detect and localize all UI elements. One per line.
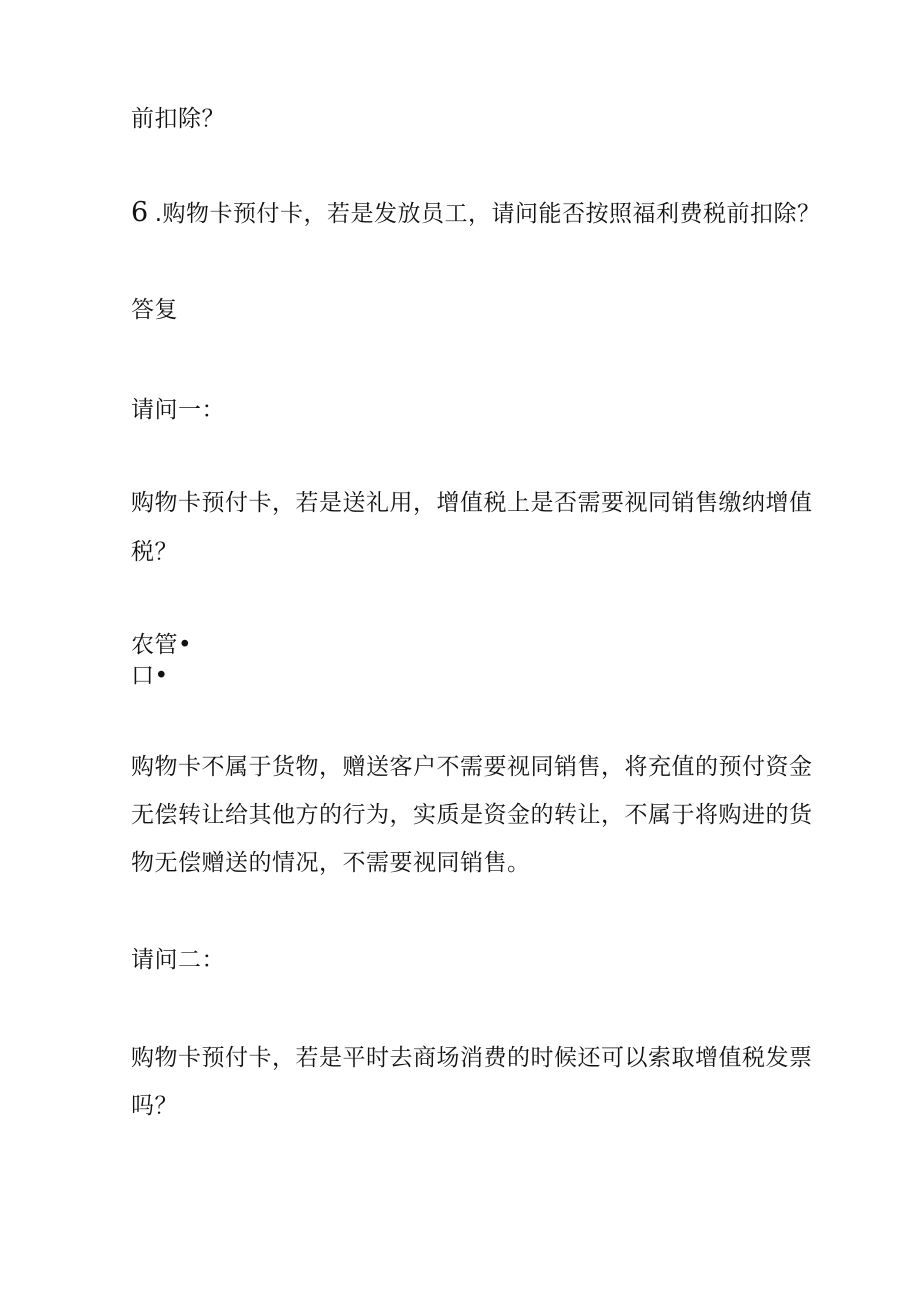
question-one-text-line-1: 购物卡预付卡，若是送礼用，增值税上是否需要视同销售缴纳增值 (131, 490, 813, 516)
reply-text-line-1: 购物卡不属于货物，赠送客户不需要视同销售，将充值的预付资金 (131, 754, 813, 780)
question-two-text-line-2: 吗？ (131, 1093, 178, 1119)
question-two-text-line-1: 购物卡预付卡，若是平时去商场消费的时候还可以索取增值税发票 (131, 1045, 813, 1071)
question-number: 6 (131, 197, 149, 228)
reply-text-line-2: 无偿转让给其他方的行为，实质是资金的转让，不属于将购进的货 (131, 802, 813, 828)
question-one-text-line-2: 税？ (131, 539, 178, 565)
question-one-heading: 请问一： (131, 397, 225, 423)
reply-text-line-3: 物无偿赠送的情况，不需要视同销售。 (131, 850, 531, 876)
paragraph-line-continuation: 前扣除？ (131, 106, 225, 132)
question-6-line (131, 198, 821, 229)
question-two-heading: 请问二： (131, 947, 225, 973)
reply-label-line-1: 农管• (131, 632, 193, 658)
answer-heading: 答复 (131, 297, 178, 323)
reply-label-line-2: 口• (131, 663, 169, 689)
question-6-text: .购物卡预付卡，若是发放员工，请问能否按照福利费税前扣除？ (154, 201, 821, 227)
